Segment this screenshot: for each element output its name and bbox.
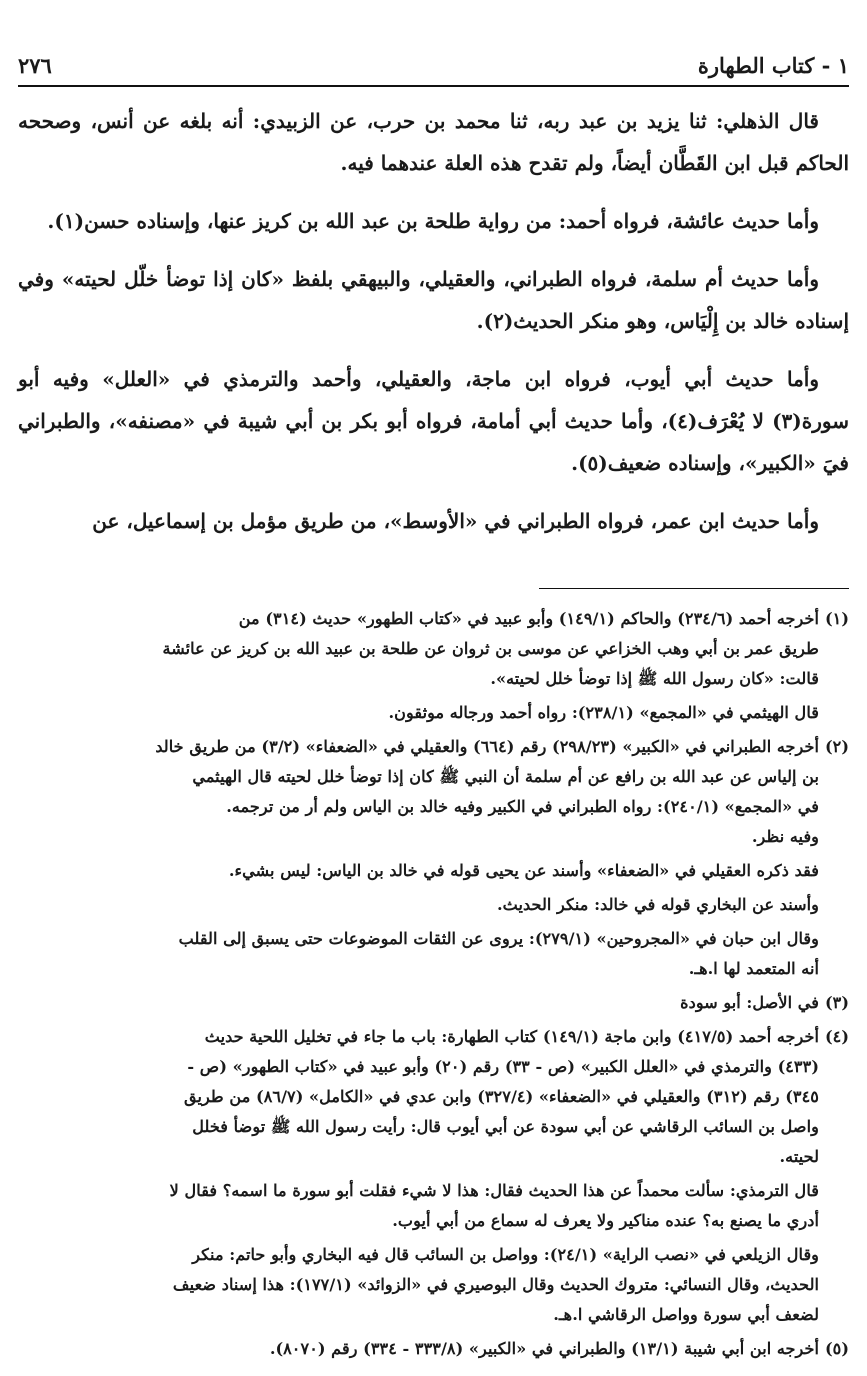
footnote-number: (٣) [824, 993, 849, 1012]
footnote-2 [18, 732, 849, 852]
paragraph-2: وأما حديث عائشة، فرواه أحمد: من رواية طلحة بن عبد الله بن كريز عنها، وإسناده حسن(١). [47, 209, 819, 233]
footnote-4-comment [18, 1240, 849, 1330]
footnotes [18, 604, 849, 1368]
footnote-2-comment: وأسند عن البخاري قوله في خالد: منكر الحديث. [497, 895, 819, 914]
main-text [18, 100, 849, 558]
footnote-line: الحديث، وقال النسائي: متروك الحديث وقال البوصيري في «الزوائد» (١٧٧/١): هذا إسناد ضعيف [172, 1275, 819, 1294]
header-rule [18, 85, 849, 87]
paragraph-3: وأما حديث أم سلمة، فرواه الطبراني، والعقيلي، والبيهقي بلفظ «كان إذا توضأ خلّل لحيته» وفي إسناده خالد بن إِلْيَاس، وهو منكر الحديث(٢). [18, 267, 849, 333]
footnote-line: بن إلياس عن عبد الله بن رافع عن أم سلمة أن النبي ﷺ كان إذا توضأ خلل لحيته قال الهيثمي [192, 767, 819, 786]
footnote-line: طريق عمر بن أبي وهب الخزاعي عن موسى بن ثروان عن طلحة بن عبيد الله بن كريز عن عائشة [162, 639, 819, 658]
footnote-1-comment: قال الهيثمي في «المجمع» (٢٣٨/١): رواه أحمد ورجاله موثقون. [388, 703, 819, 722]
footnote-1 [18, 604, 849, 694]
page-number: ٢٧٦ [18, 52, 52, 78]
footnote-line: أنه المتعمد لها ا.هـ. [688, 959, 819, 978]
footnote-2-comment [18, 924, 849, 984]
footnote-number: (٤) [824, 1027, 849, 1046]
paragraph-1: قال الذهلي: ثنا يزيد بن عبد ربه، ثنا محمد بن حرب، عن الزبيدي: أنه بلغه عن أنس، وصححه الحاكم قبل ابن القَطَّان أيضاً، ولم تقدح هذه العلة عندهما فيه. [18, 109, 849, 175]
footnote-line: وقال الزيلعي في «نصب الراية» (٢٤/١): وواصل بن السائب قال فيه البخاري وأبو حاتم: منكر [192, 1245, 819, 1264]
footnote-2-comment: فقد ذكره العقيلي في «الضعفاء» وأسند عن يحيى قوله في خالد بن الياس: ليس بشيء. [228, 861, 819, 880]
footnote-line: لحيته. [779, 1147, 819, 1166]
page-header [18, 47, 849, 83]
footnote-line: أدري ما يصنع به؟ عنده مناكير ولا يعرف له سماع من أبي أيوب. [392, 1211, 819, 1230]
footnote-separator [539, 588, 849, 589]
chapter-title: ١ - كتاب الطهارة [697, 52, 849, 78]
footnote-line: ٣٤٥) رقم (٣١٢) والعقيلي في «الضعفاء» (٣٢٧/٤) وابن عدي في «الكامل» (٨٦/٧) من طريق [183, 1087, 819, 1106]
footnote-line: أخرجه أحمد (٤١٧/٥) وابن ماجة (١٤٩/١) كتاب الطهارة: باب ما جاء في تخليل اللحية حديث [204, 1027, 819, 1046]
footnote-line: في «المجمع» (٢٤٠/١): رواه الطبراني في الكبير وفيه خالد بن الياس ولم أر من ترجمه. [226, 797, 819, 816]
footnote-line: وقال ابن حبان في «المجروحين» (٢٧٩/١): يروى عن الثقات الموضوعات حتى يسبق إلى القلب [178, 929, 819, 948]
footnote-line: أخرجه ابن أبي شيبة (١٣/١) والطبراني في «الكبير» (٣٣٣/٨ - ٣٣٤) رقم (٨٠٧٠). [269, 1339, 819, 1358]
footnote-5 [18, 1334, 849, 1364]
book-page [18, 0, 849, 1376]
footnote-line: أخرجه الطبراني في «الكبير» (٢٩٨/٢٣) رقم (٦٦٤) والعقيلي في «الضعفاء» (٣/٢) من طريق خالد [155, 737, 819, 756]
footnote-4-comment [18, 1176, 849, 1236]
paragraph-4: وأما حديث أبي أيوب، فرواه ابن ماجة، والعقيلي، وأحمد والترمذي في «العلل» وفيه أبو سورة(٣) لا يُعْرَف(٤)، وأما حديث أبي أمامة، فرواه أبو بكر بن أبي شيبة في «مصنفه»، والطبراني فيَ «الكبير»، وإسناده ضعيف(٥). [18, 367, 849, 475]
footnote-3 [18, 988, 849, 1018]
paragraph-5: وأما حديث ابن عمر، فرواه الطبراني في «الأوسط»، من طريق مؤمل بن إسماعيل، عن [92, 509, 819, 533]
footnote-line: قال الترمذي: سألت محمداً عن هذا الحديث فقال: هذا لا شيء فقلت أبو سورة ما اسمه؟ فقال لا [169, 1181, 819, 1200]
footnote-line: قالت: «كان رسول الله ﷺ إذا توضأ خلل لحيته». [490, 669, 819, 688]
footnote-number: (٥) [824, 1339, 849, 1358]
footnote-line: وفيه نظر. [751, 827, 819, 846]
footnote-4 [18, 1022, 849, 1172]
footnote-line: في الأصل: أبو سودة [680, 993, 819, 1012]
footnote-line: واصل بن السائب الرقاشي عن أبي سودة عن أبي أيوب قال: رأيت رسول الله ﷺ توضأ فخلل [192, 1117, 819, 1136]
footnote-line: (٤٣٣) والترمذي في «العلل الكبير» (ص - ٣٣) رقم (٢٠) وأبو عبيد في «كتاب الطهور» (ص - [187, 1057, 819, 1076]
footnote-line: لضعف أبي سورة وواصل الرقاشي ا.هـ. [553, 1305, 819, 1324]
footnote-line: أخرجه أحمد (٢٣٤/٦) والحاكم (١٤٩/١) وأبو عبيد في «كتاب الطهور» حديث (٣١٤) من [238, 609, 819, 628]
footnote-number: (٢) [824, 737, 849, 756]
footnote-number: (١) [824, 609, 849, 628]
